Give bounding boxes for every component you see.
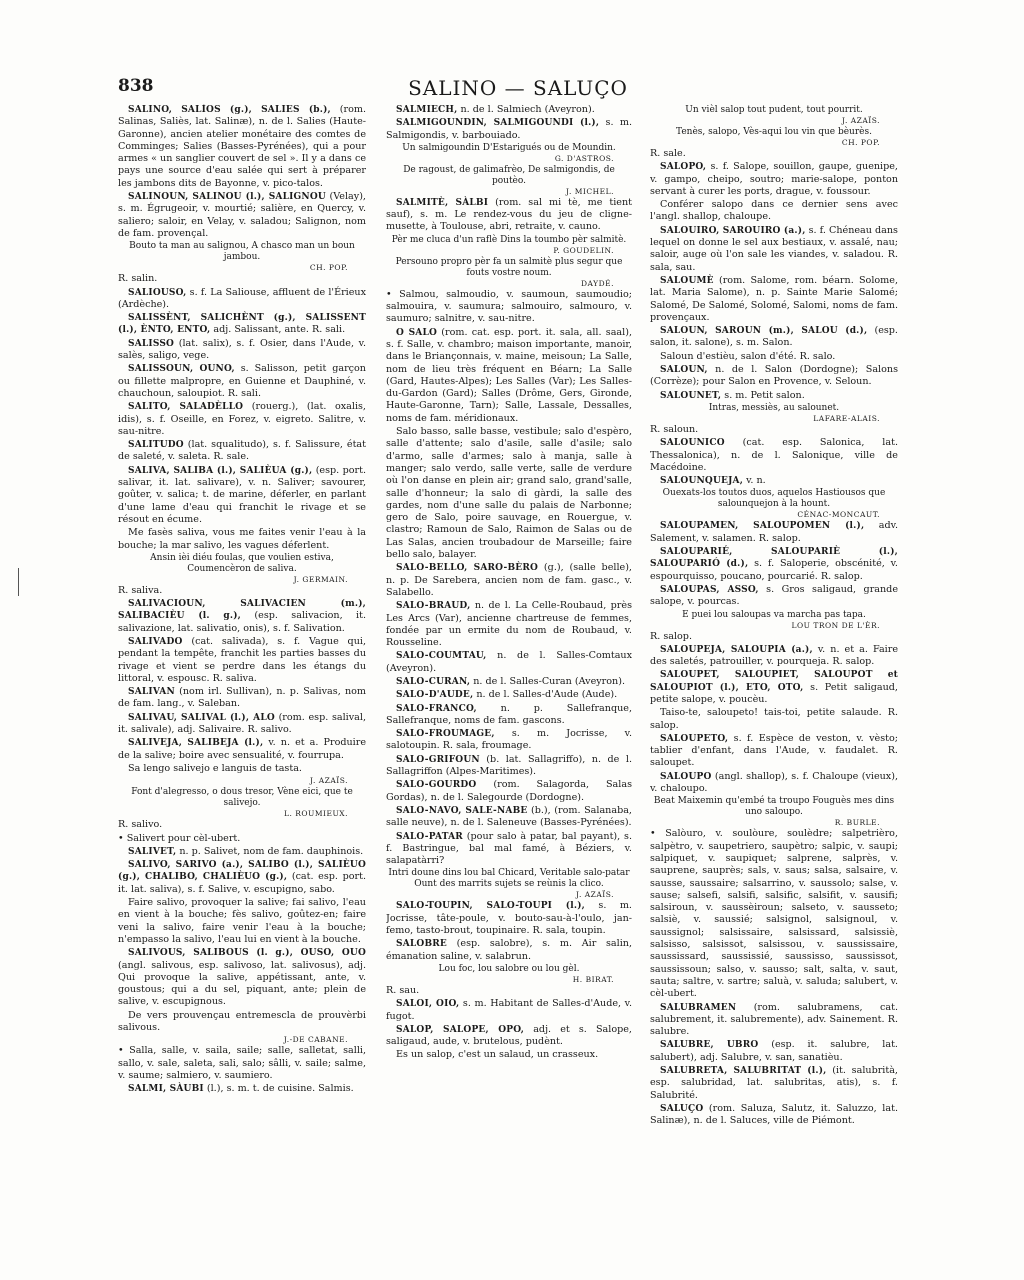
citation-verse: Ansin ièi diéu foulas, que voulien estiva, Coumencèron de saliva.: [150, 552, 334, 574]
entry-headword: SALOUN,: [660, 365, 708, 376]
citation-verse: Un vièl salop tout pudent, tout pourrit.: [685, 105, 863, 115]
citation-verse: Font d'alegresso, o dous tresor, Vène eici, que te salivejo.: [131, 787, 353, 809]
cross-reference-block: • Salòuro, v. soulòure, soulèdre; salpetrièro, salpètro, v. saupetriero, saupètro; salpic, v. saupi; salpiquet, v. saupiquet; salprene, salprès, v. sauprene, sauprès; sals, v. saus; salsa, salsaire, v. sausse, saussaire; salsarrino, v. saussolo; salse, v. sause; salsefi, salsifi, salsific, salsifit, v. sausifi; salsiroun, v. saussèiroun; salseto, v. sausseto; salsiè, v. saussié; salsignol, salsignoul, v. saussignol; salsissaire, salsissard, salsissiè, salsisso, salsissot, salsissou, v. saussissaire, saussissard, saussissié, saussisso, saussissot, saussissoun; salso, v. sausso; salt, salta, v. saut, sauta; saltre, v. sartre; saluà, v. saluda; salubert, v. cèl-ubert.: [650, 828, 898, 1000]
dictionary-entry: [386, 197, 632, 234]
entry-headword: SALIVO, SARIVO (a.), SALIBO (l.), SALIÈUO (g.), CHALIBO, CHALIÈUO (g.),: [118, 860, 366, 883]
entry-headword: SALIVA, SALIBA (l.), SALIÈUA (g.),: [128, 465, 313, 476]
citation-verse: De ragoust, de galimafrèo, De salmigondis, de poutèo.: [403, 164, 615, 186]
citation-verse: Beat Maixemin qu'embé ta troupo Fouguès mes dins uno saloupo.: [653, 796, 895, 818]
entry-headword: SALMIECH,: [396, 105, 458, 115]
dictionary-entry: [650, 771, 898, 796]
entry-example: De vers prouvençau entremescla de prouvèrbi salivous.: [118, 1009, 366, 1033]
dictionary-entry: [118, 636, 366, 685]
citation-author: CH. POP.: [841, 138, 880, 147]
entry-definition: (rom. Salome, rom. béarn. Solome, lat. Maria Salome), n. p. Sainte Marie Salomé; Salomé, De Salomé, Solomé, Salomi, noms de fam. provençaux.: [650, 274, 898, 323]
entry-example: Sa lengo salivejo e languis de tasta.: [128, 762, 302, 774]
dictionary-entry: [118, 401, 366, 438]
entry-definition: n. de l. Salmiech (Aveyron).: [457, 104, 595, 115]
citation-author: LOU TRON DE L'ÈR.: [791, 620, 880, 630]
dictionary-entry: [650, 390, 898, 402]
dictionary-entry: [386, 327, 632, 425]
citation-verse: Lou foc, lou salobre ou lou gèl.: [438, 963, 580, 974]
entry-headword: SALINOUN, SALINOU (l.), SALIGNOU: [128, 192, 326, 203]
dictionary-entry: [118, 104, 366, 190]
entry-headword: SALOUMÈ: [660, 275, 714, 286]
dictionary-entry: [650, 546, 898, 583]
column-2: [386, 104, 632, 1184]
dictionary-entry: [650, 275, 898, 324]
entry-definition: (rom. Salagorda, Salas Gordas), n. de l. Salegourde (Dordogne).: [386, 779, 632, 803]
entry-headword: SALOUPEJA, SALOUPIA (a.),: [660, 644, 813, 655]
entry-definition: v. n. et a. Produire de la salive; boire avec sensualité, v. fourrupa.: [118, 737, 366, 761]
citation-author: LAFARE-ALAIS.: [813, 413, 880, 423]
citation-verse: Un salmigoundin D'Estarigués ou de Moundin.: [402, 142, 616, 153]
dictionary-entry: [650, 1065, 898, 1102]
dictionary-entry: [650, 584, 898, 609]
entry-headword: SALOUPO: [660, 771, 712, 782]
entry-definition: (rom. Salinas, Saliès, lat. Salinæ), n. de l. Salies (Haute-Garonne), ancien atelier monétaire des comtes de Comminges; Salies (Basses-Pyrénées), qui a pour armes « un sanglier couvert de sel ». Il y a dans ce pays une source d'eau salée qui sert à préparer les jambons dits de Bayonne, v. pico-talos.: [118, 104, 366, 189]
entry-headword: SALO-TOUPIN, SALO-TOUPI (l.),: [396, 901, 585, 912]
entry-headword: SALO-CURAN,: [396, 676, 471, 687]
entry-headword: SALO-NAVO, SALE-NABE: [396, 805, 528, 816]
entry-headword: SALIVADO: [128, 636, 183, 647]
entry-definition: (rom. Saluza, Salutz, it. Saluzzo, lat. Salinæ), n. de l. Saluces, ville de Piémont.: [650, 1102, 898, 1127]
entry-example: Saloun d'estièu, salon d'été. R. salo.: [660, 350, 836, 362]
entry-definition: n. p. Salivet, nom de fam. dauphinois.: [176, 845, 364, 857]
dictionary-entry: [650, 475, 898, 487]
dictionary-entry: [650, 644, 898, 669]
entry-headword: SALOUPARIÉ, SALOUPARIÈ (l.), SALOUPARIÓ (d.),: [650, 547, 898, 570]
entry-definition: (cat. salivada), s. f. Vague qui, pendant la tempête, franchit les parties basses du rivage et vient se perdre dans les étangs du littoral, v. espousc. R. saliva.: [118, 635, 366, 684]
citation-verse: Intras, messiès, au salounet.: [708, 402, 840, 413]
entry-headword: SALOP, SALOPE, OPO,: [396, 1024, 525, 1035]
entry-definition: (rouerg.), (lat. oxalis, idis), s. f. Oseille, en Forez, v. eigreto. Salitre, v. sau-nitre.: [118, 401, 366, 437]
entry-definition: (rom. esp. salival, it. salivale), adj. Salivaire. R. salivo.: [118, 711, 366, 736]
entry-headword: SALITO, SALADÈLLO: [128, 402, 244, 413]
etymology-reference: R. sau.: [386, 984, 420, 996]
dictionary-entry: [386, 1024, 632, 1049]
entry-headword: SALMI, SÀUBI: [128, 1084, 204, 1095]
citation-author: P. GOUDELIN.: [553, 245, 614, 255]
entry-headword: SALUBRAMEN: [660, 1002, 737, 1013]
dictionary-entry: [118, 1083, 366, 1095]
entry-definition: s. f. Chéneau dans lequel on donne le sel aux bestiaux, v. assalé, nau; saloir, auge où l'on sale les viandes, v. saladou. R. sala, sau.: [650, 224, 898, 273]
entry-headword: SALO-GOURDO: [396, 780, 477, 791]
entry-headword: SALOUN, SAROUN (m.), SALOU (d.),: [660, 326, 868, 337]
dictionary-entry: [386, 104, 632, 116]
entry-definition: s. m. Jocrisse, v. salotoupin. R. sala, froumage.: [386, 728, 632, 752]
entry-definition: adj. et s. Salope, saligaud, aude, v. brutelous, pudènt.: [386, 1023, 632, 1048]
cross-reference-block: • Salla, salle, v. saila, saile; salle, salletat, salli, sallo, v. sale, saleta, sali, salo; sâlli, v. saile; salme, v. saume; salmiero, v. saumiero.: [118, 1045, 366, 1081]
entry-definition: s. m. Salmigondis, v. barbouiado.: [386, 117, 632, 141]
etymology-reference: R. salivo.: [118, 819, 163, 831]
dictionary-entry: [118, 598, 366, 635]
dictionary-entry: [650, 1002, 898, 1039]
entry-definition: s. Gros saligaud, grande salope, v. pourcas.: [650, 583, 898, 608]
dictionary-entry: [650, 325, 898, 350]
dictionary-entry: [650, 161, 898, 198]
entry-headword: SALOUIRO, SAROUIRO (a.),: [660, 225, 806, 236]
citation-verse: Tenès, salopo, Vès-aqui lou vin que bèurès.: [676, 127, 872, 137]
dictionary-entry: [650, 520, 898, 545]
entry-definition: s. f. Salope, souillon, gaupe, guenipe, v. gampo, cheipo, soutro; marie-salope, ponton servant à curer les ports, drague, v. foussour.: [650, 161, 898, 197]
entry-definition: s. f. Espèce de veston, v. vèsto; tablier d'enfant, dans l'Aude, v. faudalet. R. saloupet.: [650, 732, 898, 769]
entry-headword: SALO-BRAUD,: [396, 601, 471, 612]
cross-reference-block: • Salivert pour cèl-ubert.: [118, 832, 241, 844]
etymology-reference: R. sale.: [650, 148, 686, 159]
dictionary-entry: [650, 225, 898, 274]
citation-author: J. GERMAIN.: [293, 574, 348, 584]
entry-headword: SALO-FRANCO,: [396, 703, 477, 714]
dictionary-entry: [386, 117, 632, 142]
citation-verse: Persouno propro pèr fa un salmitè plus segur que fouts vostre noum.: [395, 256, 623, 278]
dictionary-entry: [118, 312, 366, 337]
dictionary-entry: [118, 363, 366, 400]
entry-definition: (esp. port. salivar, it. lat. salivare), v. n. Saliver; savourer, goûter, v. salica; t. de marine, déferler, en parlant d'une lame d'eau qui franchit le rivage et se résout en écume.: [118, 464, 366, 525]
entry-headword: SALIVET,: [128, 846, 177, 857]
entry-definition: (esp. salivacion, it. salivazione, lat. salivatio, onis), s. f. Salivation.: [118, 610, 366, 634]
entry-definition: s. Salisson, petit garçon ou fillette malpropre, en Guienne et Dauphiné, v. chauchoun, saloupiot. R. sali.: [118, 363, 366, 399]
entry-headword: SALOI, OIO,: [396, 999, 460, 1010]
citation-author: J.-DE CABANE.: [283, 1035, 348, 1045]
dictionary-entry: [650, 1039, 898, 1064]
entry-headword: SALIVACIOUN, SALIVACIEN (m.), SALIBACIÈU (l. g.),: [118, 599, 366, 622]
citation-author: J. MICHEL.: [566, 186, 614, 196]
entry-definition: (nom irl. Sullivan), n. p. Salivas, nom de fam. lang., v. Saleban.: [118, 686, 366, 710]
dictionary-entry: [386, 728, 632, 753]
entry-definition: (rom. sal mi tè, me tient sauf), s. m. Le rendez-vous du jeu de cligne-musette, à Toulouse, abri, retraite, v. cauno.: [386, 196, 632, 233]
entry-headword: SALITUDO: [128, 440, 184, 451]
column-1: [118, 104, 366, 1184]
dictionary-entry: [386, 562, 632, 599]
dictionary-entry: [386, 600, 632, 649]
entry-definition: (lat. squalitudo), s. f. Salissure, état de saleté, v. saleta. R. sale.: [118, 439, 366, 463]
dictionary-entry: [386, 676, 632, 688]
entry-definition: (angl. shallop), s. f. Chaloupe (vieux), v. chaloupo.: [650, 770, 898, 795]
entry-example: Conférer salopo dans ce dernier sens avec l'angl. shallop, chaloupe.: [650, 199, 898, 223]
entry-headword: SALUBRETA, SALUBRITAT (l.),: [660, 1066, 827, 1076]
dictionary-entry: [386, 938, 632, 963]
dictionary-entry: [386, 805, 632, 830]
entry-definition: v. n. et a. Faire des saletés, patrouiller, v. pourqueja. R. salop.: [650, 643, 898, 668]
entry-headword: SALIVEJA, SALIBEJA (l.),: [128, 738, 264, 749]
entry-headword: SALO-FROUMAGE,: [396, 729, 495, 740]
entry-headword: SALISSOUN, OUNO,: [128, 364, 235, 375]
entry-definition: (esp. it. salubre, lat. salubert), adj. Salubre, v. san, sanatièu.: [650, 1039, 898, 1063]
citation-author: CÉNAC-MONCAUT.: [797, 510, 880, 520]
entry-definition: (b. lat. Sallagriffo), n. de l. Sallagriffon (Alpes-Maritimes).: [386, 753, 632, 778]
citation-author: CH. POP.: [309, 263, 348, 273]
entry-definition: (lat. salix), s. f. Osier, dans l'Aude, v. salès, saligo, vege.: [118, 337, 366, 362]
dictionary-entry: [118, 191, 366, 240]
entry-headword: SALOUPAMEN, SALOUPOMEN (l.),: [660, 521, 865, 532]
dictionary-entry: [650, 364, 898, 389]
entry-headword: SALMITÈ, SÀLBI: [396, 197, 489, 208]
dictionary-entry: [118, 465, 366, 526]
entry-headword: SALIVAU, SALIVAL (l.), ALO: [128, 712, 275, 723]
citation-author: J. AZAÏS.: [842, 116, 880, 125]
entry-headword: SALOPO,: [660, 162, 707, 173]
dictionary-entry: [118, 439, 366, 464]
citation-verse: Bouto ta man au salignou, A chasco man un boun jambou.: [129, 241, 355, 263]
citation-author: L. ROUMIEUX.: [283, 809, 348, 819]
citation-author: G. D'ASTROS.: [554, 153, 614, 163]
dictionary-entry: [118, 947, 366, 1008]
entry-headword: SALOUPET, SALOUPIET, SALOUPOT et SALOUPIOT (l.), ETO, OTO,: [650, 670, 898, 693]
entry-definition: n. de l. Salles-d'Aude (Aude).: [473, 689, 618, 701]
entry-definition: s. f. Saloperie, obscénité, v. espourquisso, poucano, pourcarié. R. salop.: [650, 558, 898, 582]
entry-headword: SALOUPAS, ASSO,: [660, 584, 759, 595]
dictionary-entry: [118, 686, 366, 711]
entry-headword: SALO-D'AUDE,: [396, 690, 474, 701]
entry-definition: (pour salo à patar, bal payant), s. f. Bastringue, bal mal famé, à Béziers, v. salapatàrri?: [386, 830, 632, 867]
citation-verse: Pèr me cluca d'un raflè Dins la toumbo pèr salmitè.: [391, 234, 627, 245]
etymology-reference: R. salop.: [650, 630, 693, 642]
entry-definition: adv. Salement, v. salamen. R. salop.: [650, 520, 898, 544]
page-header: [118, 76, 918, 102]
etymology-reference: R. saloun.: [650, 423, 699, 435]
dictionary-entry: [386, 754, 632, 779]
entry-definition: (Velay), s. m. Égrugeoir, v. mourtié; salière, en Quercy, v. saliero; saloir, en Velay, v. saladou; Salignon, nom de fam. provençal.: [118, 191, 366, 239]
entry-definition: s. f. La Saliouse, affluent de l'Érieux (Ardèche).: [118, 286, 366, 310]
entry-headword: SALO-COUMTAU,: [396, 651, 487, 662]
dictionary-entry: [118, 338, 366, 363]
entry-definition: n. de l. Salles-Curan (Aveyron).: [470, 675, 626, 687]
entry-definition: adj. Salissant, ante. R. sali.: [210, 324, 346, 336]
entry-headword: SALISSO: [128, 338, 175, 349]
entry-example: Taiso-te, saloupeto! tais-toi, petite salaude. R. salop.: [650, 707, 898, 731]
dictionary-entry: [386, 703, 632, 728]
entry-headword: SALOUNET,: [660, 390, 722, 401]
entry-definition: (esp. salobre), s. m. Air salin, émanation saline, v. salabrun.: [386, 938, 632, 962]
entry-headword: SALO-BELLO, SARO-BÈRO: [396, 563, 539, 574]
page-number: 838: [118, 76, 154, 96]
entry-headword: SALUBRE, UBRO: [660, 1040, 759, 1051]
dictionary-entry: [118, 712, 366, 737]
dictionary-entry: [118, 846, 366, 858]
dictionary-entry: [650, 437, 898, 474]
entry-definition: (rom. salubramens, cat. salubrement, it. salubremente), adv. Sainement. R. salubre.: [650, 1001, 898, 1038]
entry-definition: (cat. esp. Salonica, lat. Thessalonica), n. de l. Salonique, ville de Macédoine.: [650, 437, 898, 473]
entry-definition: n. de l. Salon (Dordogne); Salons (Corrèze); pour Salon en Provence, v. Seloun.: [650, 364, 898, 388]
margin-mark: [18, 568, 19, 596]
entry-definition: (l.), s. m. t. de cuisine. Salmis.: [203, 1083, 354, 1095]
entry-example: Faire salivo, provoquer la salive; fai salivo, l'eau en vient à la bouche; fès salivo, goûtez-en; faire veni la salivo, faire venir l'eau à la bouche; n'empasso la salivo, l'eau lui en vient à la bouche.: [118, 897, 366, 945]
cross-reference-block: • Salmou, salmoudio, v. saumoun, saumoudio; salmouira, v. saumura; salmouiro, salmouro, v. saumuro; salnitre, v. sau-nitre.: [386, 288, 632, 325]
running-head: SALINO — SALUÇO: [408, 76, 628, 100]
entry-definition: (rom. cat. esp. port. it. sala, all. saal), s. f. Salle, v. chambro; maison importante, manoir, dans le Briançonnais, v. maine, meisoun; La Salle, nom de lieu très fréquent en Béarn; La Salle (Gard, Hautes-Alpes); Les Salles (Var); Les Salles-du-Gardon (Gard); Salles (Drôme, Gers, Gironde, Haute-Garonne, Tarn); Salle, Lassale, Dessalles, noms de fam. méridionaux.: [386, 326, 632, 424]
entry-headword: SALIVAN: [128, 687, 175, 698]
entry-definition: (b.), (rom. Salanaba, salle neuve), n. de l. Saleneuve (Basses-Pyrénées).: [386, 804, 632, 829]
dictionary-entry: [650, 733, 898, 770]
entry-example: Salo basso, salle basse, vestibule; salo d'espèro, salle d'attente; salo d'asile, salle d'asile; salo d'armo, salle d'armes; salo à manja, salle à manger; salo verdo, salle verte, salle de verdure où l'on danse en plein air; grand salo, grand'salle, salle d'honneur; la salo di gàrdi, la salle des gardes, nom d'une salle du palais de Narbonne; gero de Salo, poire sauvage, en Rouergue, v. clastro; Ramoun de Salo, Raimon de Salas ou de Las Salas, ancien troubadour de Marseille; faire bello salo, balayer.: [386, 426, 632, 561]
dictionary-entry: [386, 650, 632, 675]
dictionary-entry: [650, 1103, 898, 1128]
entry-definition: n. p. Sallefranque, Sallefranque, noms de fam. gascons.: [386, 702, 632, 726]
citation-author: J. AZAÏS.: [310, 776, 348, 786]
entry-headword: SALIOUSO,: [128, 287, 187, 298]
column-3: [650, 104, 898, 1184]
entry-headword: SALMIGOUNDIN, SALMIGOUNDI (l.),: [396, 118, 600, 129]
entry-definition: s. m. Petit salon.: [721, 389, 805, 401]
entry-headword: O SALO: [396, 327, 438, 338]
entry-definition: s. m. Habitant de Salles-d'Aude, v. fugot.: [386, 998, 632, 1022]
entry-definition: n. de l. La Celle-Roubaud, près Les Arcs (Var), ancienne chartreuse de femmes, fondée par un ermite du nom de Roubaud, v. Rousseline.: [386, 600, 632, 649]
entry-definition: (angl. salivous, esp. salivoso, lat. salivosus), adj. Qui provoque la salive, appétissant, ante, v. goustous; qui a du sel, piquant, ante; plein de salive, v. escupignous.: [118, 959, 366, 1008]
entry-headword: SALUÇO: [660, 1103, 704, 1114]
dictionary-entry: [118, 859, 366, 896]
entry-headword: SALOUNQUEJA,: [660, 476, 744, 487]
entry-headword: SALISSÈNT, SALICHÈNT (g.), SALISSENT (l.), ÈNTO, ENTO,: [118, 313, 366, 336]
entry-definition: (it. salubrità, esp. salubridad, lat. salubritas, atis), s. f. Salubrité.: [650, 1065, 898, 1101]
dictionary-entry: [386, 831, 632, 868]
entry-example: Me fasès saliva, vous me faites venir l'eau à la bouche; la mar salivo, les vagues déferlent.: [118, 527, 366, 551]
entry-definition: n. de l. Salles-Comtaux (Aveyron).: [386, 650, 632, 674]
entry-headword: SALOBRE: [396, 939, 447, 950]
dictionary-entry: [650, 669, 898, 706]
citation-author: J. AZAÏS.: [576, 890, 614, 900]
entry-headword: SALIVOUS, SALIBOUS (l. g.), OUSO, OUO: [128, 948, 366, 959]
entry-example: Es un salop, c'est un salaud, un crasseux.: [396, 1049, 599, 1061]
etymology-reference: R. salin.: [118, 273, 158, 285]
entry-definition: (esp. salon, it. salone), s. m. Salon.: [650, 325, 898, 349]
entry-definition: s. Petit saligaud, petite salope, v. poucèu.: [650, 681, 898, 705]
citation-verse: Intri doune dins lou bal Chicard, Veritable salo-patar Ount des marrits sujets se reùnis la clico.: [388, 868, 630, 890]
entry-headword: SALINO, SALÌOS (g.), SALIES (b.),: [128, 105, 331, 115]
entry-definition: s. m. Jocrisse, tâte-poule, v. bouto-sau-à-l'oulo, jan-femo, tasto-brout, toupinaire. R. sala, toupin.: [386, 900, 632, 937]
etymology-reference: R. saliva.: [118, 584, 163, 596]
citation-author: H. BIRAT.: [572, 974, 614, 984]
entry-headword: SALOUPETO,: [660, 733, 729, 744]
entry-definition: v. n.: [743, 475, 766, 487]
citation-verse: E puei lou saloupas va marcha pas tapa.: [682, 609, 866, 620]
entry-definition: (g.), (salle belle), n. p. De Sarebera, ancien nom de fam. gasc., v. Salabello.: [386, 562, 632, 598]
dictionary-entry: [386, 779, 632, 804]
citation-verse: Ouexats-los toutos duos, aquelos Hastiousos que salounquejon à la hount.: [662, 488, 886, 510]
dictionary-entry: [386, 900, 632, 937]
entry-headword: SALO-GRIFOUN: [396, 754, 480, 765]
entry-headword: SALO-PATAR: [396, 831, 463, 842]
entry-definition: (cat. esp. port. it. lat. saliva), s. f. Salive, v. escupigno, sabo.: [118, 871, 366, 895]
citation-author: DAYDÉ.: [581, 278, 614, 288]
entry-headword: SALOUNICO: [660, 438, 725, 449]
dictionary-entry: [386, 998, 632, 1023]
citation-author: R. BURLE.: [834, 818, 880, 828]
dictionary-entry: [118, 287, 366, 312]
dictionary-entry: [118, 737, 366, 762]
dictionary-entry: [386, 689, 632, 701]
